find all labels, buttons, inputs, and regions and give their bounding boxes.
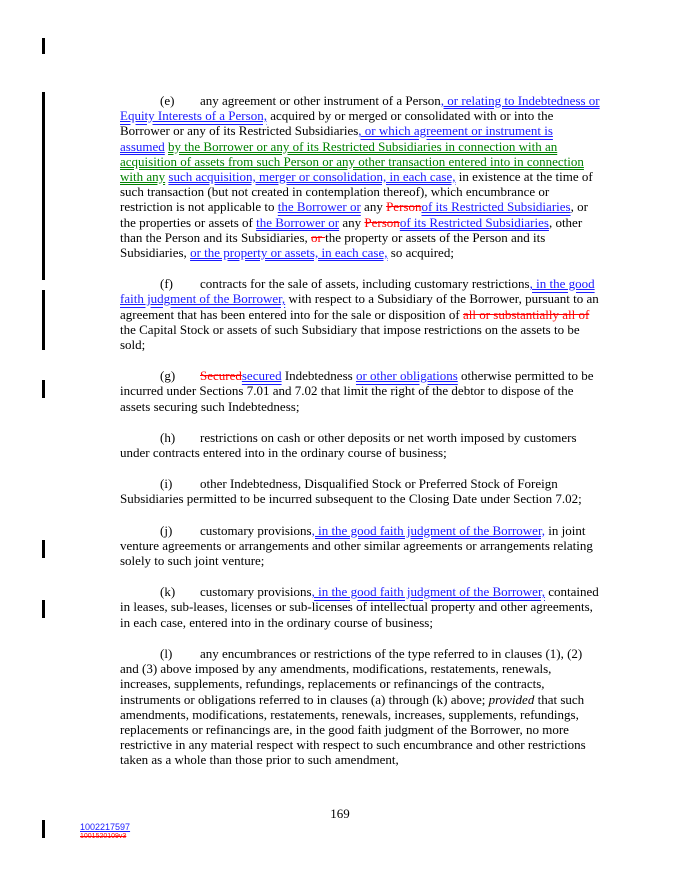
change-bar <box>42 38 45 54</box>
change-bar <box>42 600 45 618</box>
document-id-deleted: 1001520109v3 <box>80 833 127 840</box>
insertion: , in the good faith judgment of the Borrower, <box>120 276 595 307</box>
deletion: all or substantially all of <box>462 306 590 322</box>
document-body <box>120 93 600 784</box>
clause-label: (k) <box>160 584 176 600</box>
clause-j: (j) customary provisions, in the good faith judgment of the Borrower, in joint venture agreements or arrangements and other similar agreements or arrangements relating solely to such joint venture; <box>120 522 593 569</box>
change-bar <box>42 540 45 558</box>
clause-label: (e) <box>160 93 175 108</box>
insertion: , or which agreement or instrument is assumed <box>120 123 553 154</box>
deletion: or <box>311 229 326 245</box>
insertion: of its Restricted Subsidiaries <box>421 199 571 215</box>
insertion: such acquisition, merger or consolidation, in each case, <box>168 169 456 185</box>
clause-label: (i) <box>160 476 173 492</box>
clause-label: (g) <box>160 368 176 384</box>
clause-label: (h) <box>160 429 176 445</box>
insertion: of its Restricted Subsidiaries <box>399 214 549 230</box>
change-bar <box>42 290 45 350</box>
deletion: Person <box>386 199 422 215</box>
clause-label: (f) <box>160 276 173 292</box>
insertion: , in the good faith judgment of the Borrower, <box>311 584 546 600</box>
change-bar <box>42 92 45 280</box>
insertion: or the property or assets, in each case, <box>190 245 388 261</box>
deletion: Person <box>364 214 400 230</box>
moved-text: by the Borrower or any of its Restricted Subsidiaries in connection with an acquisition of assets from such Person or any other transaction entered into in connection with any <box>120 138 584 185</box>
insertion: , in the good faith judgment of the Borrower, <box>311 522 546 538</box>
clause-i: (i) other Indebtedness, Disqualified Stock or Preferred Stock of Foreign Subsidiaries permitted to be incurred subsequent to the Closing Date under Section 7.02; <box>120 476 582 507</box>
clause-g: (g) Securedsecured Indebtedness or other obligations otherwise permitted to be incurred under Sections 7.01 and 7.02 that limit the right of the debtor to dispose of the assets securing such Indebtedness; <box>120 368 594 414</box>
insertion: the Borrower or <box>256 214 340 230</box>
insertion: secured <box>241 368 282 384</box>
deletion: Secured <box>200 368 242 384</box>
clause-f: (f) contracts for the sale of assets, including customary restrictions, in the good faith judgment of the Borrower, with respect to a Subsidiary of the Borrower, pursuant to an agreement that has been entered into for the sale or disposition of all or substantially all of the Capital Stock or assets of such Subsidiary that impose restrictions on the assets to be sold; <box>120 276 599 353</box>
clause-e: (e) any agreement or other instrument of a Person, or relating to Indebtedness or Equity Interests of a Person, acquired by or merged or consolidated with or into the Borrower or any of its Restricted Subsidiaries, or which agreement or instrument is assumed by the Borrower or any of its Restricted Subsidiaries in connection with an acquisition of assets from such Person or any other transaction entered into in connection with any such acquisition, merger or consolidation, in each case, in existence at the time of such transaction (but not created in contemplation thereof), which encumbrance or restriction is not applicable to the Borrower or any Personof its Restricted Subsidiaries, or the properties or assets of the Borrower or any Personof its Restricted Subsidiaries, other than the Person and its Subsidiaries, or the property or assets of the Person and its Subsidiaries, or the property or assets, in each case, so acquired; <box>120 93 600 261</box>
document-id: 1002217597 <box>80 822 131 832</box>
insertion: or other obligations <box>355 368 458 384</box>
clause-label: (j) <box>160 522 173 538</box>
clause-label: (l) <box>160 645 173 661</box>
clause-l: (l) any encumbrances or restrictions of the type referred to in clauses (1), (2) and (3) above imposed by any amendments, modifications, restatements, renewals, increases, supplements, refundings, replacements or refinancings of the contracts, instruments or obligations referred to in clauses (a) through (k) above; provided that such amendments, modifications, restatements, renewals, increases, supplements, refundings, replacements or refinancings are, in the good faith judgment of the Borrower, no more restrictive in any material respect with respect to such encumbrance and other restrictions taken as a whole than those prior to such amendment, <box>120 645 586 768</box>
insertion: the Borrower or <box>277 199 361 215</box>
page-number: 169 <box>330 806 350 821</box>
insertion: , or relating to Indebtedness or Equity Interests of a Person, <box>120 93 600 124</box>
change-bar <box>42 380 45 398</box>
clause-k: (k) customary provisions, in the good faith judgment of the Borrower, contained in leases, sub-leases, licenses or sub-licenses of intellectual property and other agreements, in each case, entered into in the ordinary course of business; <box>120 584 599 630</box>
change-bar <box>42 820 45 838</box>
clause-h: (h) restrictions on cash or other deposits or net worth imposed by customers under contracts entered into in the ordinary course of business; <box>120 429 577 461</box>
